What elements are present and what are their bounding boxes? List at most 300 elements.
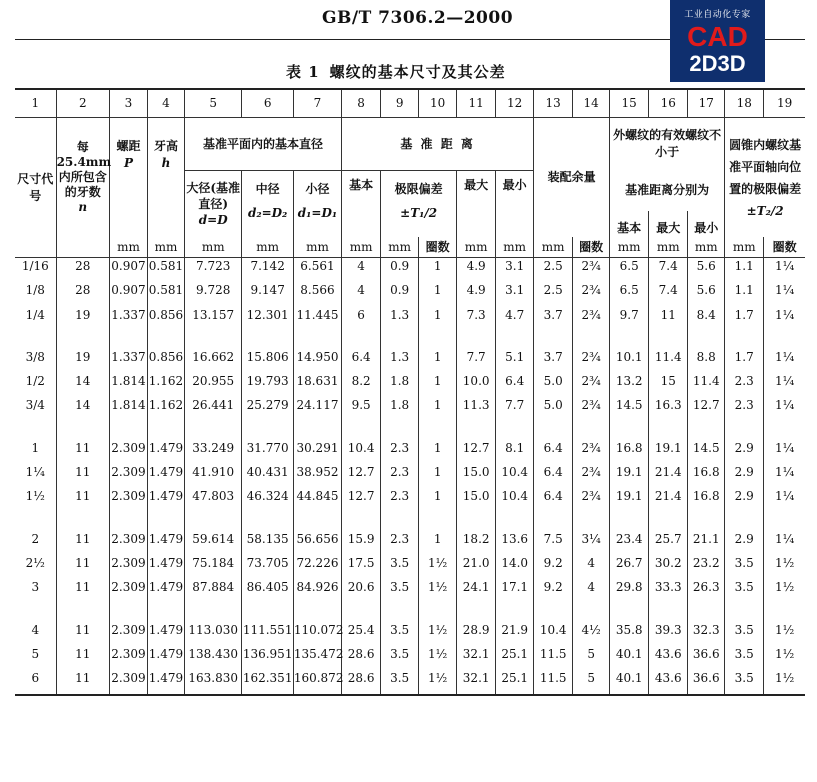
table-cell: 4 (357, 283, 365, 298)
group-spacer (457, 422, 495, 440)
table-cell: 1.3 (390, 307, 410, 322)
table-cell: 15.9 (347, 531, 375, 546)
group-spacer (381, 513, 418, 531)
table-cell: 25.4 (347, 622, 375, 637)
table-cell: 12.301 (246, 307, 289, 322)
unit-ext-max: mm (649, 237, 688, 258)
table-cell: 7.723 (196, 259, 231, 273)
table-cell: 3.7 (543, 349, 563, 364)
table-cell: 24.1 (462, 580, 490, 595)
table-cell: 43.6 (654, 646, 682, 661)
table-cell: 12.7 (462, 440, 490, 455)
table-cell: 16.662 (192, 349, 235, 364)
table-cell: 56.656 (296, 531, 339, 546)
table-cell: 7.4 (658, 259, 678, 273)
table-cell: 8.2 (351, 374, 371, 389)
group-spacer (725, 331, 763, 349)
group-spacer (15, 331, 56, 349)
group-spacer (457, 513, 495, 531)
table-cell: 1½ (428, 555, 448, 570)
table-cell: 3.1 (505, 283, 525, 298)
group-spacer (496, 422, 533, 440)
header-minor: 小径 d₁=D₁ (293, 171, 341, 238)
table-cell: 12.7 (347, 465, 375, 480)
group-spacer (419, 513, 456, 531)
table-cell: 3.5 (390, 646, 410, 661)
group-spacer (381, 422, 418, 440)
column-13-values (534, 258, 573, 696)
table-cell: 11 (75, 440, 91, 455)
table-cell: 0.9 (390, 283, 410, 298)
table-cell: 9.147 (250, 283, 285, 298)
column-18-values (725, 258, 764, 696)
table-cell: 135.472 (293, 646, 344, 661)
table-cell: 2.3 (734, 398, 754, 413)
table-cell: 35.8 (615, 622, 643, 637)
group-spacer (764, 513, 805, 531)
column-number: 10 (419, 89, 457, 118)
table-cell: 1.479 (148, 646, 184, 661)
unit-minor: mm (293, 237, 341, 258)
unit-height: mm (147, 237, 184, 258)
watermark-2d3d: 2D3D (689, 51, 746, 76)
table-cell: 2¾ (581, 465, 601, 480)
table-cell: 73.705 (246, 555, 289, 570)
table-cell: 1 (433, 440, 442, 455)
header-assembly: 装配余量 (534, 118, 610, 238)
group-spacer (110, 513, 147, 531)
column-number: 6 (242, 89, 293, 118)
table-cell: 1 (433, 398, 442, 413)
header-pitch: 螺距 P (109, 118, 147, 238)
table-cell: 10.0 (462, 374, 490, 389)
table-cell: 1¼ (774, 531, 795, 546)
table-cell: 25.279 (246, 398, 289, 413)
table-cell: 10.4 (347, 440, 375, 455)
table-cell: 12.7 (347, 489, 375, 504)
table-cell: 11.445 (296, 307, 339, 322)
column-number: 13 (534, 89, 573, 118)
group-spacer (725, 422, 763, 440)
table-cell: 14.0 (501, 555, 529, 570)
table-cell: 0.581 (148, 283, 184, 298)
table-cell: 11.5 (539, 646, 567, 661)
unit-limit-mm: mm (381, 237, 419, 258)
group-spacer (764, 422, 805, 440)
table-cell: 43.6 (654, 671, 682, 686)
table-cell: 8.566 (300, 283, 335, 298)
table-cell: 11.3 (462, 398, 490, 413)
watermark-logo (670, 0, 765, 82)
table-cell: 5 (31, 646, 40, 661)
group-spacer (688, 513, 724, 531)
group-spacer (342, 604, 380, 622)
table-cell: 11 (75, 622, 91, 637)
table-cell: 136.951 (242, 646, 293, 661)
table-cell: 1 (31, 440, 40, 455)
table-cell: 6 (31, 671, 40, 686)
table-cell: 23.2 (692, 555, 720, 570)
group-spacer (649, 331, 687, 349)
table-cell: 28.6 (347, 646, 375, 661)
table-cell: 17.1 (501, 580, 529, 595)
group-spacer (57, 422, 109, 440)
table-cell: 10.1 (615, 349, 643, 364)
column-3-values (109, 258, 147, 696)
thread-dimension-table (15, 88, 805, 696)
column-19-values (764, 258, 805, 696)
table-cell: 72.226 (296, 555, 339, 570)
table-cell: 2.5 (543, 283, 563, 298)
table-cell: 84.926 (296, 580, 339, 595)
table-cell: 1.479 (148, 671, 184, 686)
group-spacer (688, 422, 724, 440)
table-cell: 6.4 (543, 440, 563, 455)
header-major: 大径(基准直径) d=D (184, 171, 242, 238)
table-cell: 162.351 (242, 671, 293, 686)
header-ext-max: 最大 (649, 211, 688, 237)
table-cell: 2¾ (581, 398, 601, 413)
watermark-cad: CAD (687, 21, 748, 52)
table-cell: 28 (75, 259, 91, 273)
table-cell: 1.479 (148, 465, 184, 480)
table-caption (286, 61, 506, 82)
table-cell: 12.7 (692, 398, 720, 413)
group-spacer (534, 604, 572, 622)
table-cell: 138.430 (188, 646, 239, 661)
table-cell: 19.1 (615, 465, 643, 480)
unit-major: mm (184, 237, 242, 258)
table-cell: 7.5 (543, 531, 563, 546)
group-spacer (496, 604, 533, 622)
table-cell: 2½ (25, 555, 45, 570)
table-cell: 20.955 (192, 374, 235, 389)
table-cell: 6.4 (351, 349, 371, 364)
table-cell: 3/4 (25, 398, 45, 413)
table-cell: 30.2 (654, 555, 682, 570)
column-17-values (688, 258, 725, 696)
table-cell: 17.5 (347, 555, 375, 570)
unit-assembly-turns: 圈数 (573, 237, 610, 258)
table-cell: 2.309 (111, 622, 146, 637)
group-spacer (573, 604, 609, 622)
group-spacer (57, 331, 109, 349)
table-cell: 16.8 (615, 440, 643, 455)
group-spacer (15, 513, 56, 531)
table-cell: 9.2 (543, 580, 563, 595)
group-spacer (688, 331, 724, 349)
table-cell: 5.0 (543, 374, 563, 389)
unit-ext-min: mm (688, 237, 725, 258)
table-cell: 1.479 (148, 555, 184, 570)
table-cell: 2¾ (581, 489, 601, 504)
header-row-1 (15, 118, 805, 171)
column-number: 2 (56, 89, 109, 118)
table-cell: 20.6 (347, 580, 375, 595)
table-cell: 2.309 (111, 440, 146, 455)
group-spacer (610, 513, 648, 531)
column-number: 16 (649, 89, 688, 118)
table-cell: 33.249 (192, 440, 235, 455)
header-units-row (15, 237, 805, 258)
table-cell: 14.950 (296, 349, 339, 364)
unit-threads (56, 237, 109, 258)
table-cell: 29.8 (615, 580, 643, 595)
table-cell: 1½ (774, 671, 795, 686)
table-cell: 111.551 (242, 622, 293, 637)
table-cell: 1.479 (148, 580, 184, 595)
table-cell: 1 (433, 283, 442, 298)
table-cell: 86.405 (246, 580, 289, 595)
table-cell: 2.3 (390, 440, 410, 455)
column-number-row (15, 89, 805, 118)
table-cell: 2.9 (734, 465, 754, 480)
table-cell: 3.5 (734, 671, 754, 686)
table-cell: 1½ (428, 671, 448, 686)
table-cell: 2.9 (734, 489, 754, 504)
table-cell: 38.952 (296, 465, 339, 480)
table-cell: 11 (75, 555, 91, 570)
table-cell: 1.7 (734, 349, 754, 364)
group-spacer (294, 604, 341, 622)
group-spacer (649, 513, 687, 531)
table-number: 表 1 (286, 63, 320, 81)
header-ext-basic: 基本 (610, 211, 649, 237)
table-cell: 1/4 (25, 307, 45, 322)
table-cell: 2¾ (581, 440, 601, 455)
table-cell: 26.3 (692, 580, 720, 595)
column-7-values (293, 258, 344, 696)
table-cell: 11 (75, 489, 91, 504)
group-spacer (342, 513, 380, 531)
column-number: 9 (381, 89, 419, 118)
table-cell: 1½ (774, 646, 795, 661)
table-cell: 1 (433, 307, 442, 322)
table-cell: 21.1 (692, 531, 720, 546)
table-cell: 75.184 (192, 555, 235, 570)
table-cell: 31.770 (246, 440, 289, 455)
group-spacer (688, 604, 724, 622)
table-cell: 3.5 (390, 555, 410, 570)
table-cell: 11.5 (539, 671, 567, 686)
group-spacer (573, 513, 609, 531)
table-cell: 40.1 (615, 671, 643, 686)
table-cell: 4½ (581, 622, 601, 637)
table-cell: 4.9 (466, 283, 486, 298)
group-spacer (764, 604, 805, 622)
table-cell: 28 (75, 283, 91, 298)
group-spacer (381, 331, 418, 349)
table-cell: 32.3 (692, 622, 720, 637)
table-cell: 3.5 (734, 622, 754, 637)
table-cell: 6.5 (619, 259, 639, 273)
column-number: 17 (688, 89, 725, 118)
table-cell: 10.4 (501, 465, 529, 480)
table-cell: 14.5 (692, 440, 720, 455)
group-spacer (148, 513, 184, 531)
header-min: 最小 (496, 171, 534, 238)
header-threads: 每25.4mm内所包含的牙数 n (56, 118, 109, 238)
group-spacer (57, 604, 109, 622)
table-cell: 36.6 (692, 646, 720, 661)
table-cell: 1.814 (111, 374, 146, 389)
table-cell: 5 (587, 671, 595, 686)
table-cell: 1 (433, 465, 442, 480)
table-cell: 11.4 (692, 374, 720, 389)
table-cell: 11 (75, 671, 91, 686)
header-basic: 基本 (342, 171, 381, 238)
table-cell: 16.8 (692, 489, 720, 504)
table-cell: 6.561 (300, 259, 335, 273)
table-cell: 5.6 (696, 259, 716, 273)
table-cell: 113.030 (188, 622, 239, 637)
table-cell: 11 (75, 646, 91, 661)
header-pitch-diameter: 中径 d₂=D₂ (242, 171, 293, 238)
table-cell: 2.309 (111, 531, 146, 546)
table-cell: 3.5 (390, 580, 410, 595)
column-5-values (184, 258, 242, 696)
table-cell: 14 (75, 374, 91, 389)
table-cell: 2¾ (581, 259, 601, 273)
table-cell: 4 (587, 555, 595, 570)
unit-ext-basic: mm (610, 237, 649, 258)
table-cell: 1.479 (148, 440, 184, 455)
table-cell: 2¾ (581, 307, 601, 322)
table-cell: 11 (75, 465, 91, 480)
table-cell: 2.3 (390, 465, 410, 480)
table-cell: 6.4 (543, 489, 563, 504)
group-spacer (496, 331, 533, 349)
column-number: 1 (15, 89, 56, 118)
unit-pitch: mm (109, 237, 147, 258)
table-cell: 2.9 (734, 440, 754, 455)
table-cell: 1.1 (734, 259, 754, 273)
table-cell: 59.614 (192, 531, 235, 546)
column-number: 19 (764, 89, 805, 118)
table-cell: 160.872 (293, 671, 344, 686)
group-spacer (764, 331, 805, 349)
table-cell: 1¼ (774, 259, 795, 273)
group-spacer (419, 604, 456, 622)
group-spacer (15, 422, 56, 440)
table-cell: 28.6 (347, 671, 375, 686)
table-cell: 21.4 (654, 465, 682, 480)
column-number: 5 (184, 89, 242, 118)
table-cell: 7.3 (466, 307, 486, 322)
table-cell: 2.9 (734, 531, 754, 546)
unit-pitch-diameter: mm (242, 237, 293, 258)
table-cell: 2.3 (390, 531, 410, 546)
table-cell: 3/8 (25, 349, 45, 364)
table-cell: 3.5 (734, 580, 754, 595)
table-cell: 2.3 (734, 374, 754, 389)
table-cell: 7.142 (250, 259, 285, 273)
table-cell: 21.4 (654, 489, 682, 504)
group-spacer (573, 331, 609, 349)
table-cell: 1.479 (148, 622, 184, 637)
table-cell: 26.441 (192, 398, 235, 413)
header-gauge-group: 基 准 距 离 (342, 118, 534, 171)
header-rule (15, 39, 670, 40)
table-cell: 1.7 (734, 307, 754, 322)
group-spacer (342, 331, 380, 349)
table-cell: 1¼ (774, 465, 795, 480)
group-spacer (496, 513, 533, 531)
table-cell: 11 (660, 307, 676, 322)
unit-basic: mm (342, 237, 381, 258)
table-cell: 36.6 (692, 671, 720, 686)
group-spacer (649, 604, 687, 622)
table-cell: 8.8 (696, 349, 716, 364)
table-cell: 1½ (25, 489, 45, 504)
table-cell: 18.631 (296, 374, 339, 389)
table-cell: 2.309 (111, 671, 146, 686)
group-spacer (57, 513, 109, 531)
table-cell: 1.8 (390, 374, 410, 389)
table-cell: 58.135 (246, 531, 289, 546)
table-cell: 2¾ (581, 283, 601, 298)
table-cell: 0.9 (390, 259, 410, 273)
table-cell: 4.9 (466, 259, 486, 273)
table-cell: 3.5 (734, 555, 754, 570)
table-cell: 14 (75, 398, 91, 413)
table-cell: 2.5 (543, 259, 563, 273)
header-ext-group: 外螺纹的有效螺纹不小于 (610, 118, 725, 171)
table-cell: 40.431 (246, 465, 289, 480)
table-cell: 32.1 (462, 646, 490, 661)
column-9-values (381, 258, 419, 696)
table-cell: 3 (31, 580, 40, 595)
group-spacer (242, 513, 292, 531)
unit-min: mm (496, 237, 534, 258)
table-cell: 28.9 (462, 622, 490, 637)
column-number: 18 (725, 89, 764, 118)
column-10-values (419, 258, 457, 696)
table-cell: 4 (587, 580, 595, 595)
table-cell: 1 (433, 489, 442, 504)
table-cell: 6 (357, 307, 365, 322)
table-cell: 21.9 (501, 622, 529, 637)
column-15-values (610, 258, 649, 696)
table-cell: 1½ (774, 622, 795, 637)
group-spacer (342, 422, 380, 440)
group-spacer (110, 331, 147, 349)
table-cell: 9.5 (351, 398, 371, 413)
table-cell: 1 (433, 374, 442, 389)
column-number: 15 (610, 89, 649, 118)
group-spacer (242, 331, 292, 349)
table-cell: 8.1 (505, 440, 525, 455)
table-cell: 0.581 (148, 259, 184, 273)
table-body (15, 258, 805, 696)
table-cell: 33.3 (654, 580, 682, 595)
table-cell: 5.0 (543, 398, 563, 413)
header-diameter-group: 基准平面内的基本直径 (184, 118, 341, 171)
table-cell: 2.309 (111, 465, 146, 480)
table-cell: 46.324 (246, 489, 289, 504)
table-cell: 87.884 (192, 580, 235, 595)
table-cell: 5.6 (696, 283, 716, 298)
table-cell: 1.1 (734, 283, 754, 298)
group-spacer (725, 513, 763, 531)
table-cell: 1.479 (148, 489, 184, 504)
table-cell: 4 (31, 622, 40, 637)
table-cell: 1½ (428, 580, 448, 595)
table-cell: 16.8 (692, 465, 720, 480)
table-cell: 1.337 (111, 349, 146, 364)
table-cell: 1½ (774, 580, 795, 595)
table-cell: 14.5 (615, 398, 643, 413)
